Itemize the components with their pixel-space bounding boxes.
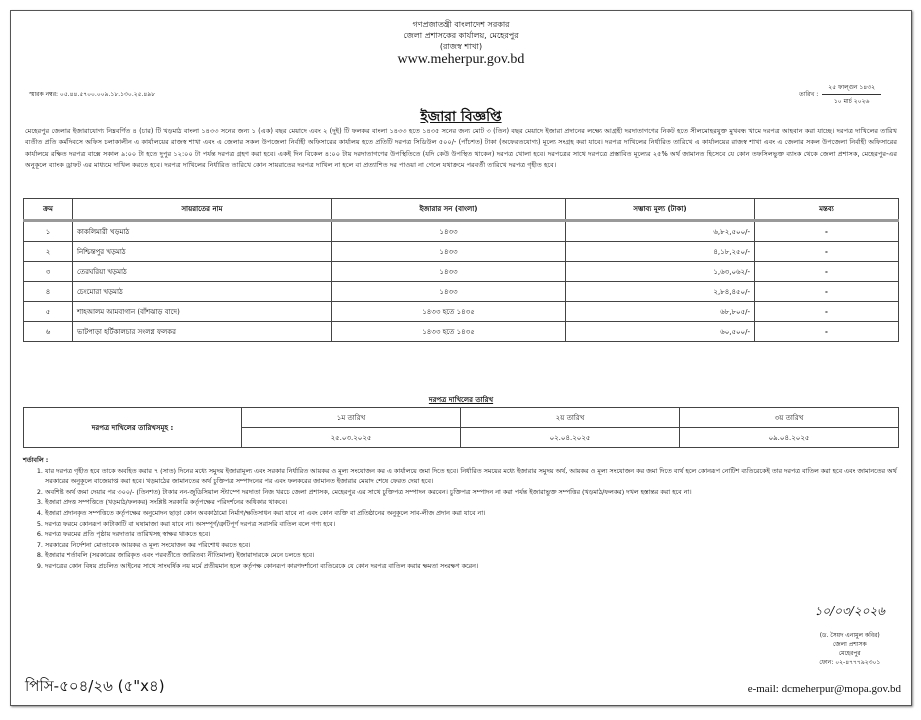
date-label: তারিখ : <box>799 91 819 98</box>
table-cell: নিশ্চিন্তপুর খড়মাঠ <box>73 242 332 262</box>
terms-title: শর্তাবলি : <box>23 456 49 464</box>
terms-section <box>23 455 897 572</box>
term-item: 1. যার দরপত্র গৃহীত হবে তাকে অবহিত করার ৭ (সাত) দিনের মধ্যে সমুদয় ইজারামূল্য এবং সরকার নির্ধারিত আয়কর ও মূল্য সংযোজন কর এ কার্যালয়ে জমা দিতে হবে। নির্ধারিত সময়ের মধ্যে ইজারার সমুদয় অর্থ, আয়কর ও মূল্য সংযোজন কর জমা দিতে ব্যর্থ হলে কোনরূপ নোটিশ ব্যতিরেকেই তার দরপত্র বাতিল করা হবে এবং জামানতের অর্থ সরকারের অনুকূলে বাজেয়াপ্ত করা হবে। খড়মাঠের জামানতের অর্থ চুক্তিপত্র সম্পাদনের পর এবং ফলকরের জামানত ইজারার মেয়াদ শেষে ফেরত দেয়া হবে। <box>45 466 897 487</box>
table-cell: ৩ <box>24 262 73 282</box>
table-cell: ভাটপাড়া হর্টিকালচার সংলগ্ন ফলকর <box>73 322 332 342</box>
term-item: 5. দরপত্র ফরমে কোনরূপ কাটাকাটি বা ঘষামাজা করা যাবে না। অসম্পূর্ণ/ত্রুটিপূর্ণ দরপত্র সরাসরি বাতিল বলে গণ্য হবে। <box>45 519 897 530</box>
table-cell: ২,৮৪,৪৫০/- <box>566 282 755 302</box>
signature-block <box>814 604 886 667</box>
signer-phone: ফোন: ০২-৪৭৭৭৯২৩০১ <box>819 659 881 666</box>
table-row <box>24 242 899 262</box>
table-cell: ৬৮,৮০৫/- <box>566 302 755 322</box>
date-english: ১০ মার্চ ২০২৬ <box>833 98 870 105</box>
table-cell: ২ <box>24 242 73 262</box>
date-header-3: ৩য় তারিখ <box>680 408 899 428</box>
term-item: 2. অবশিষ্ট অর্থ জমা দেয়ার পর ৩০০/- (তিনশত) টাকার নন-জুডিসিয়াল স্ট্যাম্পে দরদাতা নিজ খরচে জেলা প্রশাসক, মেহেরপুর এর সাথে চুক্তিপত্র সম্পাদন করবেন। চুক্তিপত্র সম্পাদন না করা পর্যন্ত ইজারাভুক্ত সম্পত্তির (খড়মাঠ/ফলকর) দখল হস্তান্তর করা হবে না। <box>45 487 897 498</box>
tender-notice <box>10 10 912 706</box>
table-cell: ১৪৩৩ হতে ১৪৩৫ <box>332 322 566 342</box>
table-cell: ১৪৩৩ <box>332 262 566 282</box>
table-cell: ১৪৩৩ হতে ১৪৩৫ <box>332 302 566 322</box>
date-header-2: ২য় তারিখ <box>461 408 680 428</box>
dates-row-label: দরপত্র দাখিলের তারিখসমূহ : <box>24 408 242 448</box>
table-cell: তেরঘরিয়া খড়মাঠ <box>73 262 332 282</box>
govt-name: গণপ্রজাতন্ত্রী বাংলাদেশ সরকার <box>412 20 510 29</box>
col-price: সম্ভাব্য মূল্য (টাকা) <box>566 199 755 221</box>
table-cell: - <box>755 322 899 342</box>
table-cell: - <box>755 282 899 302</box>
table-row <box>24 282 899 302</box>
page-title: ইজারা বিজ্ঞপ্তি <box>420 109 502 125</box>
table-row <box>24 322 899 342</box>
table-cell: ১৪৩৩ <box>332 242 566 262</box>
email: e-mail: dcmeherpur@mopa.gov.bd <box>747 683 901 695</box>
date-value-3: ০৯.০৪.২০২৫ <box>680 428 899 448</box>
memo-number: স্মারক নম্বর: ০৫.৪৪.৫৭০০.০০৯.১৮.১৩০.২৫.৪৯৮ <box>29 91 156 98</box>
table-cell: - <box>755 221 899 242</box>
col-remarks: মন্তব্য <box>755 199 899 221</box>
table-cell: - <box>755 242 899 262</box>
date-header-1: ১ম তারিখ <box>242 408 461 428</box>
term-item: 8. ইজারার শর্তাবলি (সরকারের জারিকৃত এবং পরবর্তীতে জারিতব্য নীতিমালা) ইজারাদারকে মেনে চলতে হবে। <box>45 550 897 561</box>
pc-number: পিসি-৫০৪/২৬ (৫"x৪) <box>25 677 165 695</box>
date-bangla: ২৫ ফাল্গুন ১৪৩২ <box>822 81 881 95</box>
table-cell: ৪,১৮,২৫০/- <box>566 242 755 262</box>
table-cell: ১৪৩৩ <box>332 221 566 242</box>
table-row <box>24 221 899 242</box>
term-item: 7. সরকারের নির্দেশনা মোতাবেক আয়কর ও মূল্য সংযোজন কর পরিশোধ করতে হবে। <box>45 540 897 551</box>
col-serial: ক্রম <box>24 199 73 221</box>
table-row <box>24 302 899 322</box>
table-cell: ১৪৩৩ <box>332 282 566 302</box>
signer-place: মেহেরপুর <box>838 650 861 657</box>
table-cell: ৪ <box>24 282 73 302</box>
website: www.meherpur.gov.bd <box>397 52 525 67</box>
terms-list <box>23 466 897 572</box>
table-cell: ১ <box>24 221 73 242</box>
term-item: 9. দরপত্রের কোন বিষয় প্রচলিত আইনের সাথে সাংঘর্ষিক নয় মর্মে প্রতীয়মান হলে কর্তৃপক্ষ কোনরূপ কারণদর্শানো ব্যতিরেকে যে কোন দরপত্র বাতিল করার ক্ষমতা সংরক্ষণ করেন। <box>45 561 897 572</box>
table-cell: ৫ <box>24 302 73 322</box>
signer-designation: জেলা প্রশাসক <box>832 641 867 648</box>
signer-name: (ড. সৈয়দ এনামুল কবির) <box>819 632 880 639</box>
date-block <box>799 81 881 108</box>
lease-table <box>23 198 899 342</box>
branch-name: (রাজস্ব শাখা) <box>439 42 483 51</box>
table-cell: ১,৬৩,০৬২/- <box>566 262 755 282</box>
table-cell: - <box>755 262 899 282</box>
intro-paragraph: মেহেরপুর জেলার ইজারাযোগ্য নিম্নবর্ণিত ৪ (চার) টি খড়মাঠ বাংলা ১৪৩৩ সনের জন্য ১ (এক) বছর মেয়াদে এবং ২ (দুই) টি ফলকর বাংলা ১৪৩৩ হতে ১৪৩৫ সনের জন্য মোট ৩ (তিন) বছর মেয়াদে ইজারা প্রদানের লক্ষ্যে আগ্রহী দরদাতাগণের নিকট হতে সীলমোহরযুক্ত মুখবন্ধ খামে দরপত্র আহবান করা যাচ্ছে। দরপত্র দাখিলের তারিখ ব্যতীত প্রতি কর্মদিবসে অফিস চলাকালীন এ কার্যালয়ের রাজস্ব শাখা এবং এ জেলার সকল উপজেলা নির্বাহী অফিসারের কার্যালয় হতে প্রতিটি দরপত্র সিডিউল ৫০০/- (পাঁচশত) টাকা (অফেরতযোগ্য) মূল্যে সংগ্রহ করা যাবে। দরপত্র দাখিলের নির্ধারিত তারিখে এ কার্যালয়ের রাজস্ব শাখা এবং এ জেলার সকল উপজেলা নির্বাহী অফিসারের কার্যালয়ে রক্ষিত দরপত্র বাক্সে সকাল ৯:০০ টা হতে দুপুর ১২:০০ টা পর্যন্ত দরপত্র গ্রহণ করা হবে। একই দিন বিকেল ৪:০০ টায় দরদাতাগণের উপস্থিতিতে (যদি কেউ উপস্থিত থাকেন) দরপত্র খোলা হবে। দরপত্রের সাথে দরপত্রে প্রস্তাবিত মূল্যের ২৫% অর্থ জামানত হিসেবে যে কোন তফসিলভুক্ত ব্যাংক থেকে জেলা প্রশাসক, মেহেরপুর-এর অনুকূলে ব্যাংক ড্রাফট এর মাধ্যমে দাখিল করতে হবে। দরপত্র দাখিলের নির্ধারিত তারিখে কোন সায়রাতের দরপত্র দাখিল না হলে বা প্রত্যাশিত দর পাওয়া না গেলে যথাক্রমে পরবর্তী তারিখে দরপত্র গৃহীত হবে। <box>25 127 897 170</box>
table-cell: শাহআলম আমবাগান (বাঁশঝাড় বাদে) <box>73 302 332 322</box>
signature: ১০/০৩/২০২৬ <box>814 604 885 618</box>
dates-table <box>23 407 899 448</box>
table-cell: ৬,৮২,৫০০/- <box>566 221 755 242</box>
letterhead <box>11 19 911 68</box>
term-item: 3. ইজারা প্রদত্ত সম্পত্তিতে (খড়মাঠ/ফলকর) সংশ্লিষ্ট সরকারি কর্তৃপক্ষের পরিদর্শনের অধিকার থাকবে। <box>45 497 897 508</box>
table-cell: - <box>755 302 899 322</box>
term-item: 4. ইজারা প্রদানকৃত সম্পত্তিতে কর্তৃপক্ষের অনুমোদন ছাড়া কোন অবকাঠামো নির্মাণ/ক্ষতিসাধন করা যাবে না এবং কোন ব্যক্তি বা প্রতিষ্ঠানের অনুকূলে সাব-লীজ প্রদান করা যাবে না। <box>45 508 897 519</box>
table-row <box>24 262 899 282</box>
term-item: 6. দরপত্র ফরমের প্রতি পৃষ্ঠায় দরদাতার তারিখসহ স্বাক্ষর থাকতে হবে। <box>45 529 897 540</box>
table-cell: কাকলিমারী খড়মাঠ <box>73 221 332 242</box>
date-value-1: ২৫.০৩.২০২৫ <box>242 428 461 448</box>
table-cell: ৬০,৫০০/- <box>566 322 755 342</box>
date-value-2: ০২.০৪.২০২৫ <box>461 428 680 448</box>
table-cell: চেংমোরা খড়মাঠ <box>73 282 332 302</box>
table-cell: ৬ <box>24 322 73 342</box>
col-year: ইজারার সন (বাংলা) <box>332 199 566 221</box>
office-name: জেলা প্রশাসকের কার্যালয়, মেহেরপুর <box>403 31 519 40</box>
col-name: সায়রাতের নাম <box>73 199 332 221</box>
dates-title: দরপত্র দাখিলের তারিখ <box>428 396 494 404</box>
